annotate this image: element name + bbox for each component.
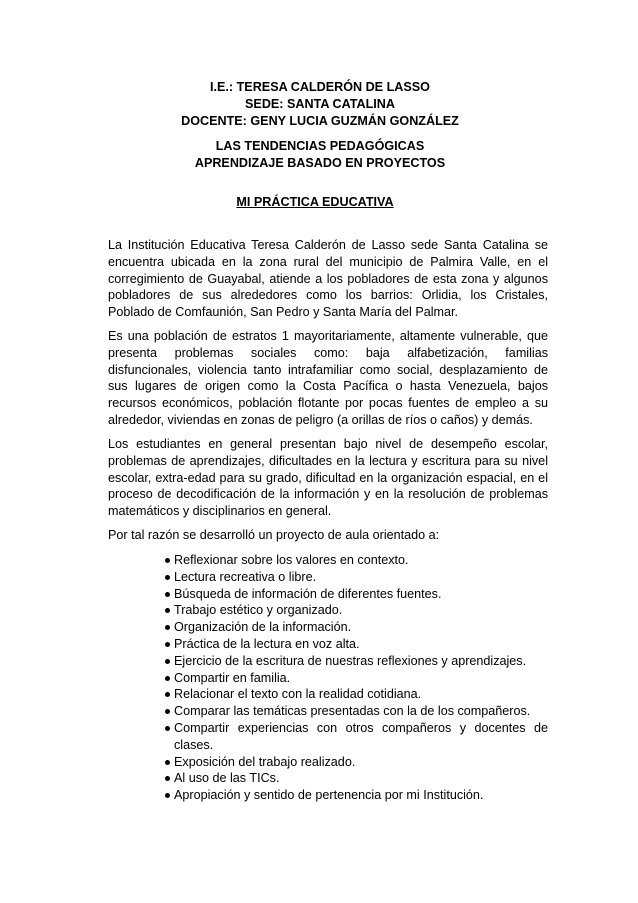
list-item-text: Apropiación y sentido de pertenencia por mi Institución. (174, 788, 484, 803)
bullet-icon (165, 642, 170, 647)
bullet-icon (165, 558, 170, 563)
bullet-icon (165, 760, 170, 765)
campus-line: SEDE: SANTA CATALINA (245, 97, 395, 111)
list-item (174, 636, 548, 653)
list-item (174, 754, 548, 771)
paragraph-project-intro: Por tal razón se desarrolló un proyecto de aula orientado a: (108, 528, 440, 542)
bullet-icon (165, 659, 170, 664)
list-item (174, 670, 548, 687)
list-item-text: Lectura recreativa o libre. (174, 569, 317, 584)
list-item (174, 586, 548, 603)
paragraph-location: La Institución Educativa Teresa Calderón de Lasso sede Santa Catalina se encuentra ubicada en la zona rural del municipio de Palmira Valle, en el corregimiento de Guayabal, atiende a los pobladores de esta zona y algunos pobladores de sus alrededores como los barrios: Orlidia, los Cristales, Poblado de Comfaunión, San Pedro y Santa María del Palmar. (108, 238, 548, 320)
bullet-icon (165, 726, 170, 731)
bullet-icon (165, 776, 170, 781)
bullet-icon (165, 608, 170, 613)
list-item-text: Comparar las temáticas presentadas con la de los compañeros. (174, 704, 531, 719)
list-item (174, 787, 548, 804)
list-item (174, 569, 548, 586)
list-item (174, 720, 548, 754)
list-item-text: Relacionar el texto con la realidad cotidiana. (174, 687, 422, 702)
section-title (0, 194, 638, 211)
list-item (174, 653, 548, 670)
bullet-icon (165, 709, 170, 714)
bullet-icon (165, 592, 170, 597)
list-item (174, 619, 548, 636)
bullet-icon (165, 676, 170, 681)
list-item-text: Al uso de las TICs. (174, 771, 280, 786)
project-goals-list (174, 552, 548, 804)
bullet-icon (165, 692, 170, 697)
bullet-icon (165, 625, 170, 630)
list-item-text: Organización de la información. (174, 620, 352, 635)
list-item-text: Compartir experiencias con otros compañeros y docentes de clases. (174, 720, 548, 752)
section-title-text: MI PRÁCTICA EDUCATIVA (236, 195, 394, 209)
list-item (174, 686, 548, 703)
list-item-text: Ejercicio de la escritura de nuestras reflexiones y aprendizajes. (174, 653, 527, 668)
paragraph-population: Es una población de estratos 1 mayoritariamente, altamente vulnerable, que presenta problemas sociales como: baja alfabetización, familias disfuncionales, violencia tanto intrafamiliar como social, desplazamiento de sus lugares de origen como la Costa Pacífica o hasta Venezuela, bajos recursos económicos, población flotante por pocas fuentes de empleo a su alrededor, viviendas en zonas de peligro (a orillas de ríos o caños) y demás. (108, 329, 548, 427)
list-item-text: Reflexionar sobre los valores en contexto. (174, 553, 409, 567)
topic-line: LAS TENDENCIAS PEDAGÓGICAS (215, 139, 425, 153)
teacher-line: DOCENTE: GENY LUCIA GUZMÁN GONZÁLEZ (181, 114, 459, 128)
paragraph-students: Los estudiantes en general presentan bajo nivel de desempeño escolar, problemas de aprendizajes, dificultades en la lectura y escritura para su nivel escolar, extra-edad para su grado, dificultad en la organización espacial, en el proceso de decodificación de la información y en la resolución de problemas matemáticos y disciplinarios en general. (108, 437, 548, 519)
list-item-text: Exposición del trabajo realizado. (174, 754, 356, 769)
list-item-text: Compartir en familia. (174, 670, 291, 685)
institution-line: I.E.: TERESA CALDERÓN DE LASSO (210, 80, 430, 94)
list-item (174, 703, 548, 720)
list-item (174, 770, 548, 787)
subtopic-line: APRENDIZAJE BASADO EN PROYECTOS (194, 156, 446, 170)
list-item-text: Búsqueda de información de diferentes fuentes. (174, 586, 442, 601)
list-item (174, 552, 548, 569)
list-item (174, 602, 548, 619)
list-item-text: Práctica de la lectura en voz alta. (174, 636, 360, 651)
list-item-text: Trabajo estético y organizado. (174, 603, 343, 618)
bullet-icon (165, 793, 170, 798)
bullet-icon (165, 575, 170, 580)
